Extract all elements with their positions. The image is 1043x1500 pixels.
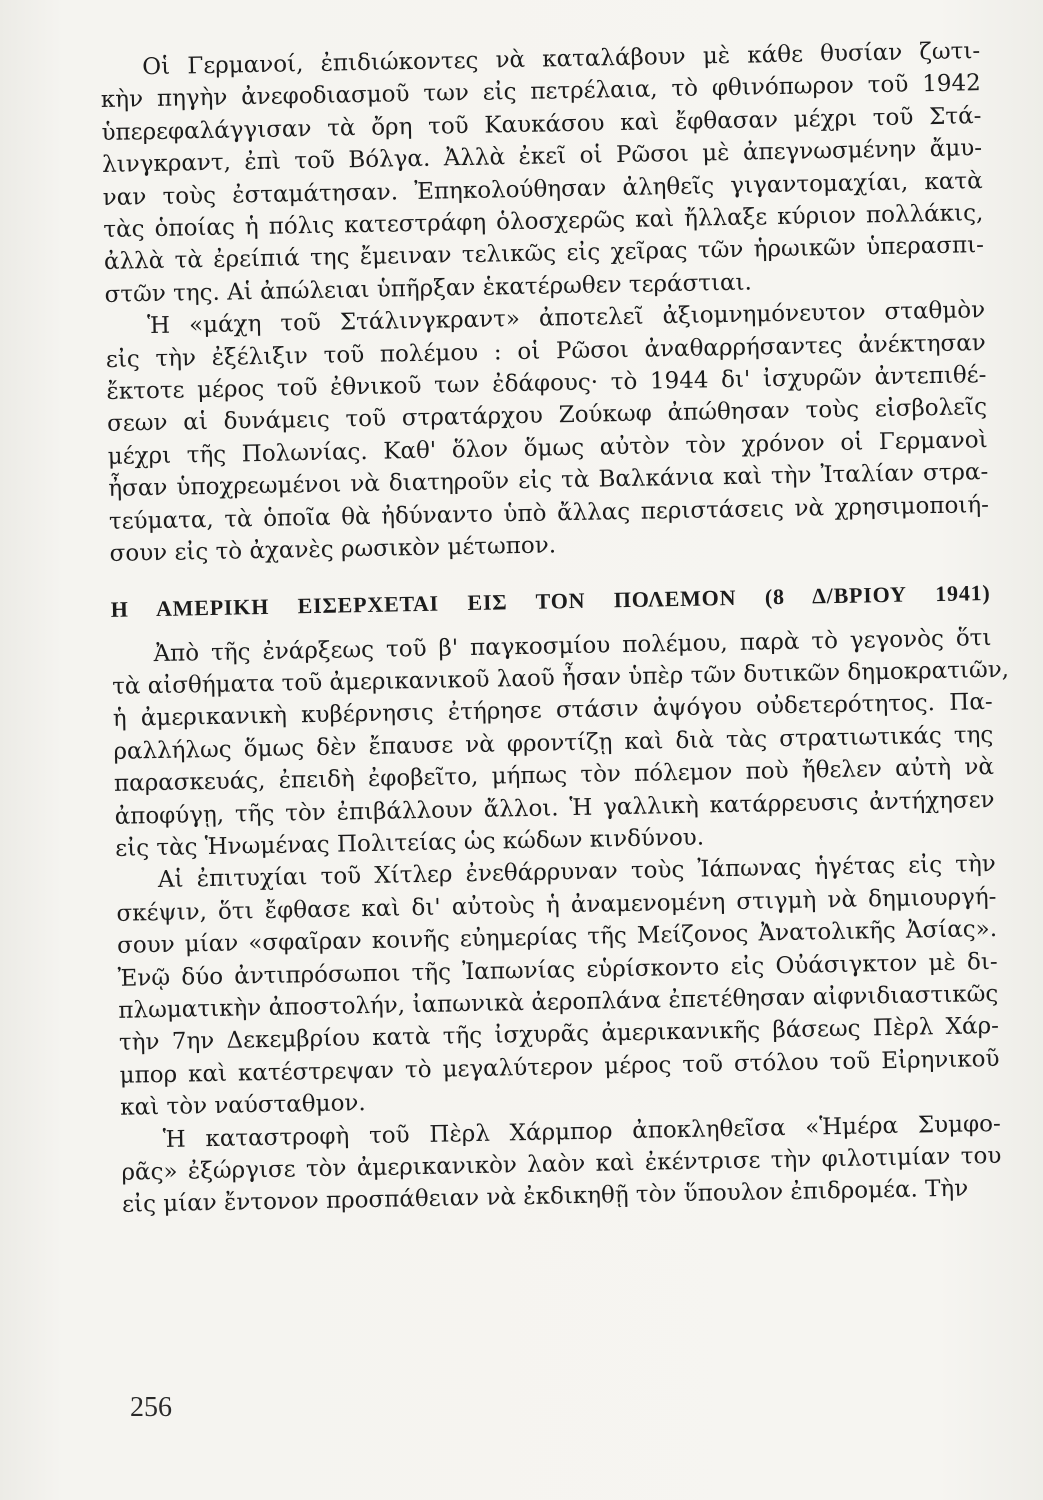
- paragraph-america-1: [111, 621, 1010, 865]
- text-line: πλωματικὴν ἀποστολήν, ἰαπωνικὰ ἀεροπλάνα ἐπετέθησαν αἰφνιδιαστικῶς: [118, 980, 999, 1024]
- text-line: μέχρι τῆς Πολωνίας. Καθ' ὅλον ὅμως αὐτὸν τὸν χρόνον οἱ Γερμανοὶ: [107, 426, 988, 470]
- text-line: μπορ καὶ κατέστρεψαν τὸ μεγαλύτερον μέρος τοῦ στόλου τοῦ Εἰρηνικοῦ: [119, 1045, 1000, 1089]
- text-line: Αἱ ἐπιτυχίαι τοῦ Χίτλερ ἐνεθάρρυναν τοὺς Ἰάπωνας ἡγέτας εἰς τὴν: [157, 851, 997, 894]
- text-line: Οἱ Γερμανοί, ἐπιδιώκοντες νὰ καταλάβουν μὲ κάθε θυσίαν ζωτι-: [142, 38, 981, 81]
- paragraph-stalingrad-2: [105, 294, 990, 570]
- text-line: ρᾶς» ἐξώργισε τὸν ἀμερικανικὸν λαὸν καὶ ἐκέντρισε τὴν φιλοτιμίαν του: [121, 1142, 1002, 1186]
- text-line: λινγκραντ, ἐπὶ τοῦ Βόλγα. Ἀλλὰ ἐκεῖ οἱ Ρῶσοι μὲ ἀπεγνωσμένην ἄμυ-: [101, 135, 983, 179]
- text-line: ἡ ἀμερικανικὴ κυβέρνησις ἐτήρησε στάσιν ἀψόγου οὐδετερότητος. Πα-: [112, 689, 993, 733]
- text-line: ναν τοὺς ἐσταμάτησαν. Ἐπηκολούθησαν ἀληθεῖς γιγαντομαχίαι, κατὰ: [102, 167, 983, 211]
- text-line: τεύματα, τὰ ὁποῖα θὰ ἠδύναντο ὑπὸ ἄλλας περιστάσεις νὰ χρησιμοποιή-: [108, 491, 990, 535]
- text-line: σεων αἱ δυνάμεις τοῦ στρατάρχου Ζούκωφ ἀπώθησαν τοὺς εἰσβολεῖς: [106, 394, 988, 438]
- text-line: εἰς μίαν ἔντονον προσπάθειαν νὰ ἐκδικηθῇ τὸν ὕπουλον ἐπιδρομέα. Τὴν: [121, 1175, 969, 1219]
- text-line: σουν μίαν «σφαῖραν κοινῆς εὐημερίας τῆς Μείζονος Ἀνατολικῆς Ἀσίας».: [116, 916, 998, 959]
- text-line: εἰς τὰς Ἡνωμένας Πολιτείας ὡς κώδων κινδύνου.: [115, 824, 705, 862]
- text-line: ἔκτοτε μέρος τοῦ ἐθνικοῦ των ἐδάφους· τὸ 1944 δι' ἰσχυρῶν ἀντεπιθέ-: [106, 362, 987, 405]
- text-line: καὶ τὸν ναύσταθμον.: [120, 1090, 366, 1121]
- text-line: ἦσαν ὑποχρεωμένοι νὰ διατηροῦν εἰς τὰ Βαλκάνια καὶ τὴν Ἰταλίαν στρα-: [108, 459, 989, 503]
- text-line: Ἡ «μάχη τοῦ Στάλινγκραντ» ἀποτελεῖ ἀξιομνημόνευτον σταθμὸν: [147, 297, 986, 340]
- section-heading: Η ΑΜΕΡΙΚΗ ΕΙΣΕΡΧΕΤΑΙ ΕΙΣ ΤΟΝ ΠΟΛΕΜΟΝ (8 Δ/ΒΡΙΟΥ 1941): [110, 579, 991, 622]
- page-number: 256: [130, 1392, 172, 1423]
- text-line: τὰς ὁποίας ἡ πόλις κατεστράφη ὁλοσχερῶς καὶ ἤλλαξε κύριον πολλάκις,: [103, 200, 984, 243]
- text-line: ὑπερεφαλάγγισαν τὰ ὄρη τοῦ Καυκάσου καὶ ἔφθασαν μέχρι τοῦ Στά-: [101, 102, 982, 146]
- text-line: ραλλήλως ὅμως δὲν ἔπαυσε νὰ φροντίζῃ καὶ διὰ τὰς στρατιωτικάς της: [113, 721, 994, 765]
- text-line: κὴν πηγὴν ἀνεφοδιασμοῦ των εἰς πετρέλαια, τὸ φθινόπωρον τοῦ 1942: [100, 70, 982, 114]
- text-line: τὰ αἰσθήματα τοῦ ἀμερικανικοῦ λαοῦ ἦσαν ὑπὲρ τῶν δυτικῶν δημοκρατιῶν,: [111, 656, 1010, 700]
- paragraph-america-3: [121, 1108, 1003, 1222]
- text-line: Ἡ καταστροφὴ τοῦ Πὲρλ Χάρμπορ ἀποκληθεῖσα «Ἡμέρα Συμφο-: [162, 1110, 1001, 1153]
- text-line: σκέψιν, ὅτι ἔφθασε καὶ δι' αὐτοὺς ἡ ἀναμενομένη στιγμὴ νὰ δημιουργή-: [116, 883, 997, 927]
- text-line: ἀλλὰ τὰ ἐρείπιά της ἔμειναν τελικῶς εἰς χεῖρας τῶν ἡρωικῶν ὑπερασπι-: [103, 232, 985, 276]
- text-line: παρασκευάς, ἐπειδὴ ἐφοβεῖτο, μήπως τὸν πόλεμον ποὺ ἤθελεν αὐτὴ νὰ: [113, 754, 995, 797]
- text-block: [100, 35, 1010, 1221]
- text-line: στῶν της. Αἱ ἀπώλειαι ὑπῆρξαν ἑκατέρωθεν τεράστιαι.: [104, 269, 753, 308]
- text-line: Ἀπὸ τῆς ἐνάρξεως τοῦ β' παγκοσμίου πολέμου, παρὰ τὸ γεγονὸς ὅτι: [153, 624, 992, 667]
- paragraph-stalingrad-1: [100, 35, 985, 311]
- text-line: ἀποφύγῃ, τῆς τὸν ἐπιβάλλουν ἄλλοι. Ἡ γαλλικὴ κατάρρευσις ἀντήχησεν: [114, 786, 995, 830]
- text-line: τὴν 7ην Δεκεμβρίου κατὰ τῆς ἰσχυρᾶς ἀμερικανικῆς βάσεως Πὲρλ Χάρ-: [118, 1013, 1000, 1057]
- text-line: Ἐνῷ δύο ἀντιπρόσωποι τῆς Ἰαπωνίας εὑρίσκοντο εἰς Οὐάσιγκτον μὲ δι-: [117, 948, 998, 992]
- text-line: εἰς τὴν ἐξέλιξιν τοῦ πολέμου : οἱ Ρῶσοι ἀναθαρρήσαντες ἀνέκτησαν: [105, 329, 986, 373]
- text-line: σουν εἰς τὸ ἀχανὲς ρωσικὸν μέτωπον.: [109, 532, 557, 567]
- paragraph-america-2: [116, 848, 1001, 1124]
